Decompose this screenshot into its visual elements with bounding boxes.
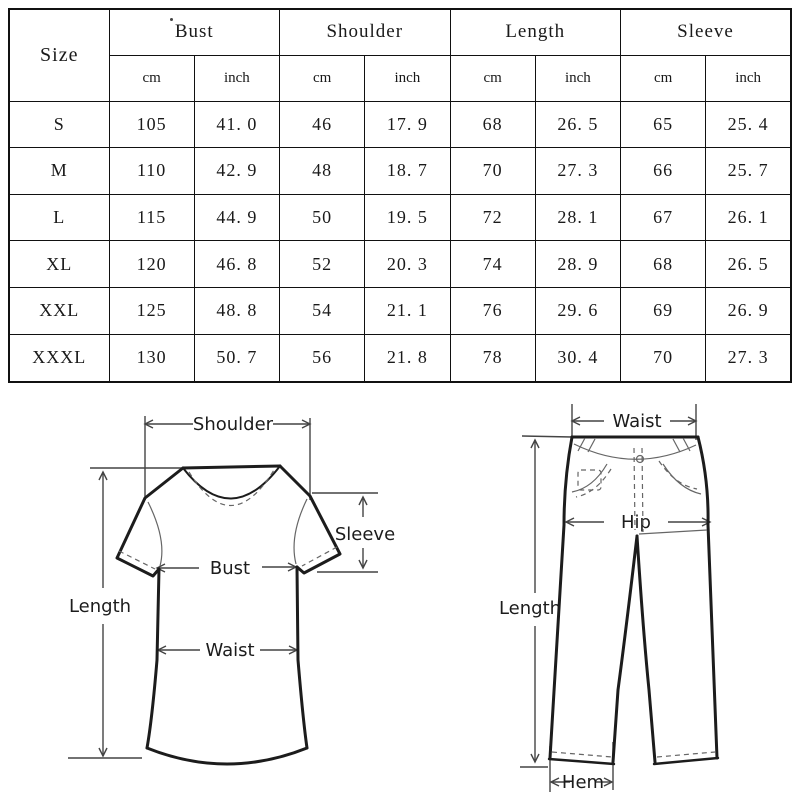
value-cell: 25. 4	[706, 101, 791, 148]
shirt-waist-dimension	[158, 640, 297, 661]
size-cell: S	[9, 101, 109, 148]
value-cell: 120	[109, 241, 194, 288]
value-cell: 19. 5	[365, 194, 450, 241]
size-chart-table	[8, 8, 792, 383]
value-cell: 54	[280, 288, 365, 335]
unit-header-cm: cm	[450, 55, 535, 101]
value-cell: 46	[280, 101, 365, 148]
value-cell: 130	[109, 334, 194, 382]
unit-header-inch: inch	[535, 55, 620, 101]
value-cell: 30. 4	[535, 334, 620, 382]
value-cell: 46. 8	[194, 241, 279, 288]
value-cell: 67	[621, 194, 706, 241]
value-cell: 68	[621, 241, 706, 288]
value-cell: 27. 3	[535, 148, 620, 195]
shirt-sleeve-label: Sleeve	[334, 524, 396, 545]
shirt-shoulder-label: Shoulder	[192, 414, 274, 435]
value-cell: 50	[280, 194, 365, 241]
size-cell: L	[9, 194, 109, 241]
unit-header-cm: cm	[621, 55, 706, 101]
table-row	[9, 334, 791, 382]
value-cell: 25. 7	[706, 148, 791, 195]
pants-diagram	[430, 390, 800, 800]
pants-hem-label: Hem	[561, 772, 605, 793]
shirt-sleeve-dimension	[312, 493, 395, 572]
table-row	[9, 148, 791, 195]
value-cell: 18. 7	[365, 148, 450, 195]
pants-outline	[549, 437, 718, 764]
value-cell: 26. 5	[535, 101, 620, 148]
size-column-header: Size	[9, 9, 109, 101]
value-cell: 110	[109, 148, 194, 195]
value-cell: 115	[109, 194, 194, 241]
value-cell: 70	[450, 148, 535, 195]
table-row	[9, 101, 791, 148]
unit-header-row	[9, 55, 791, 101]
value-cell: 65	[621, 101, 706, 148]
unit-header-cm: cm	[109, 55, 194, 101]
shirt-bust-label: Bust	[209, 558, 251, 579]
value-cell: 105	[109, 101, 194, 148]
value-cell: 50. 7	[194, 334, 279, 382]
shirt-length-dimension	[68, 468, 183, 758]
size-cell: XL	[9, 241, 109, 288]
shirt-bust-dimension	[157, 558, 296, 579]
group-header-bust: Bust	[109, 9, 280, 55]
size-cell: M	[9, 148, 109, 195]
value-cell: 26. 9	[706, 288, 791, 335]
value-cell: 42. 9	[194, 148, 279, 195]
value-cell: 26. 1	[706, 194, 791, 241]
value-cell: 41. 0	[194, 101, 279, 148]
pants-hem-dimension	[550, 742, 613, 793]
size-cell: XXL	[9, 288, 109, 335]
pants-hip-dimension	[566, 512, 710, 533]
value-cell: 66	[621, 148, 706, 195]
value-cell: 28. 1	[535, 194, 620, 241]
shirt-shoulder-dimension	[145, 414, 310, 500]
shirt-waist-label: Waist	[205, 640, 255, 661]
value-cell: 56	[280, 334, 365, 382]
pants-waist-dimension	[572, 404, 696, 440]
value-cell: 21. 1	[365, 288, 450, 335]
value-cell: 68	[450, 101, 535, 148]
table-row	[9, 241, 791, 288]
table-row	[9, 288, 791, 335]
group-header-shoulder: Shoulder	[280, 9, 451, 55]
value-cell: 27. 3	[706, 334, 791, 382]
value-cell: 48. 8	[194, 288, 279, 335]
group-header-row	[9, 9, 791, 55]
size-cell: XXXL	[9, 334, 109, 382]
group-header-length: Length	[450, 9, 621, 55]
value-cell: 125	[109, 288, 194, 335]
pants-waist-label: Waist	[612, 411, 662, 432]
value-cell: 52	[280, 241, 365, 288]
value-cell: 76	[450, 288, 535, 335]
value-cell: 78	[450, 334, 535, 382]
value-cell: 72	[450, 194, 535, 241]
unit-header-inch: inch	[194, 55, 279, 101]
shirt-length-label: Length	[68, 596, 132, 617]
unit-header-inch: inch	[365, 55, 450, 101]
table-row	[9, 194, 791, 241]
value-cell: 69	[621, 288, 706, 335]
value-cell: 21. 8	[365, 334, 450, 382]
value-cell: 17. 9	[365, 101, 450, 148]
value-cell: 29. 6	[535, 288, 620, 335]
value-cell: 70	[621, 334, 706, 382]
value-cell: 28. 9	[535, 241, 620, 288]
value-cell: 74	[450, 241, 535, 288]
group-header-sleeve: Sleeve	[621, 9, 792, 55]
unit-header-cm: cm	[280, 55, 365, 101]
value-cell: 48	[280, 148, 365, 195]
value-cell: 26. 5	[706, 241, 791, 288]
shirt-outline	[117, 466, 340, 764]
tshirt-diagram	[20, 390, 440, 800]
value-cell: 44. 9	[194, 194, 279, 241]
pants-hip-label: Hip	[621, 512, 651, 533]
unit-header-inch: inch	[706, 55, 791, 101]
pants-length-dimension	[499, 436, 572, 767]
pants-length-label: Length	[498, 598, 562, 619]
value-cell: 20. 3	[365, 241, 450, 288]
